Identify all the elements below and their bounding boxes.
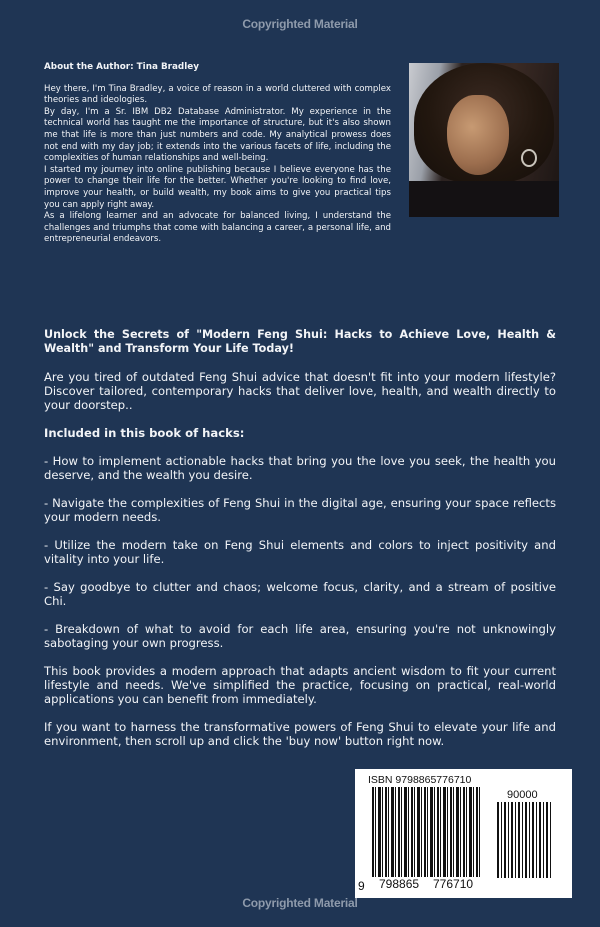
about-author-section xyxy=(44,62,391,246)
list-item: - Navigate the complexities of Feng Shui in the digital age, ensuring your space reflects your modern needs. xyxy=(44,496,556,524)
promo-cta: If you want to harness the transformative powers of Feng Shui to elevate your life and environment, then scroll up and click the 'buy now' button right now. xyxy=(44,720,556,748)
photo-earring xyxy=(521,149,537,167)
author-paragraph: By day, I'm a Sr. IBM DB2 Database Administrator. My experience in the technical world has taught me the importance of structure, but it's also shown me that life is more than just numbers and code. My analytical prowess does not end with my day job; it extends into the various facets of life, including the complexities of human relationships and well-being. xyxy=(44,106,391,164)
book-description xyxy=(44,328,556,762)
isbn-barcode xyxy=(355,769,572,898)
addon-bars-icon xyxy=(497,802,553,878)
barcode-lead-digit: 9 xyxy=(358,879,365,893)
isbn-label: ISBN 9798865776710 xyxy=(368,774,472,786)
included-heading: Included in this book of hacks: xyxy=(44,426,245,440)
author-heading: About the Author: Tina Bradley xyxy=(44,62,199,72)
promo-heading: Unlock the Secrets of "Modern Feng Shui: Hacks to Achieve Love, Health & Wealth" and Transform Your Life Today! xyxy=(44,328,556,355)
copyright-watermark-bottom: Copyrighted Material xyxy=(242,896,358,910)
author-paragraph: Hey there, I'm Tina Bradley, a voice of reason in a world cluttered with complex theories and ideologies. xyxy=(44,83,391,106)
list-item: - Say goodbye to clutter and chaos; welcome focus, clarity, and a stream of positive Chi. xyxy=(44,580,556,608)
list-item: - Utilize the modern take on Feng Shui elements and colors to inject positivity and vitality into your life. xyxy=(44,538,556,566)
barcode-digits-left: 798865 xyxy=(379,877,420,891)
barcode-bars-icon xyxy=(372,787,482,877)
photo-face xyxy=(447,95,509,175)
barcode-digits-right: 776710 xyxy=(433,877,474,891)
author-paragraph: As a lifelong learner and an advocate for balanced living, I understand the challenges and triumphs that come with balancing a career, a personal life, and entrepreneurial endeavors. xyxy=(44,211,391,245)
copyright-watermark-top: Copyrighted Material xyxy=(242,17,358,31)
promo-intro: Are you tired of outdated Feng Shui advice that doesn't fit into your modern lifestyle? Discover tailored, contemporary hacks that deliver love, health, and wealth directly to your doorstep.. xyxy=(44,370,556,412)
list-item: - How to implement actionable hacks that bring you the love you seek, the health you deserve, and the wealth you desire. xyxy=(44,454,556,482)
promo-summary: This book provides a modern approach that adapts ancient wisdom to fit your current lifestyle and needs. We've simplified the practice, focusing on practical, real-world applications you can benefit from immediately. xyxy=(44,664,556,706)
author-paragraph: I started my journey into online publishing because I believe everyone has the power to change their life for the better. Whether you're looking to find love, improve your health, or build wealth, my book aims to give you practical tips you can apply right away. xyxy=(44,164,391,210)
price-addon-number: 90000 xyxy=(507,789,538,801)
photo-shirt xyxy=(409,181,559,217)
list-item: - Breakdown of what to avoid for each life area, ensuring you're not unknowingly sabotaging your own progress. xyxy=(44,622,556,650)
author-photo xyxy=(409,63,559,217)
